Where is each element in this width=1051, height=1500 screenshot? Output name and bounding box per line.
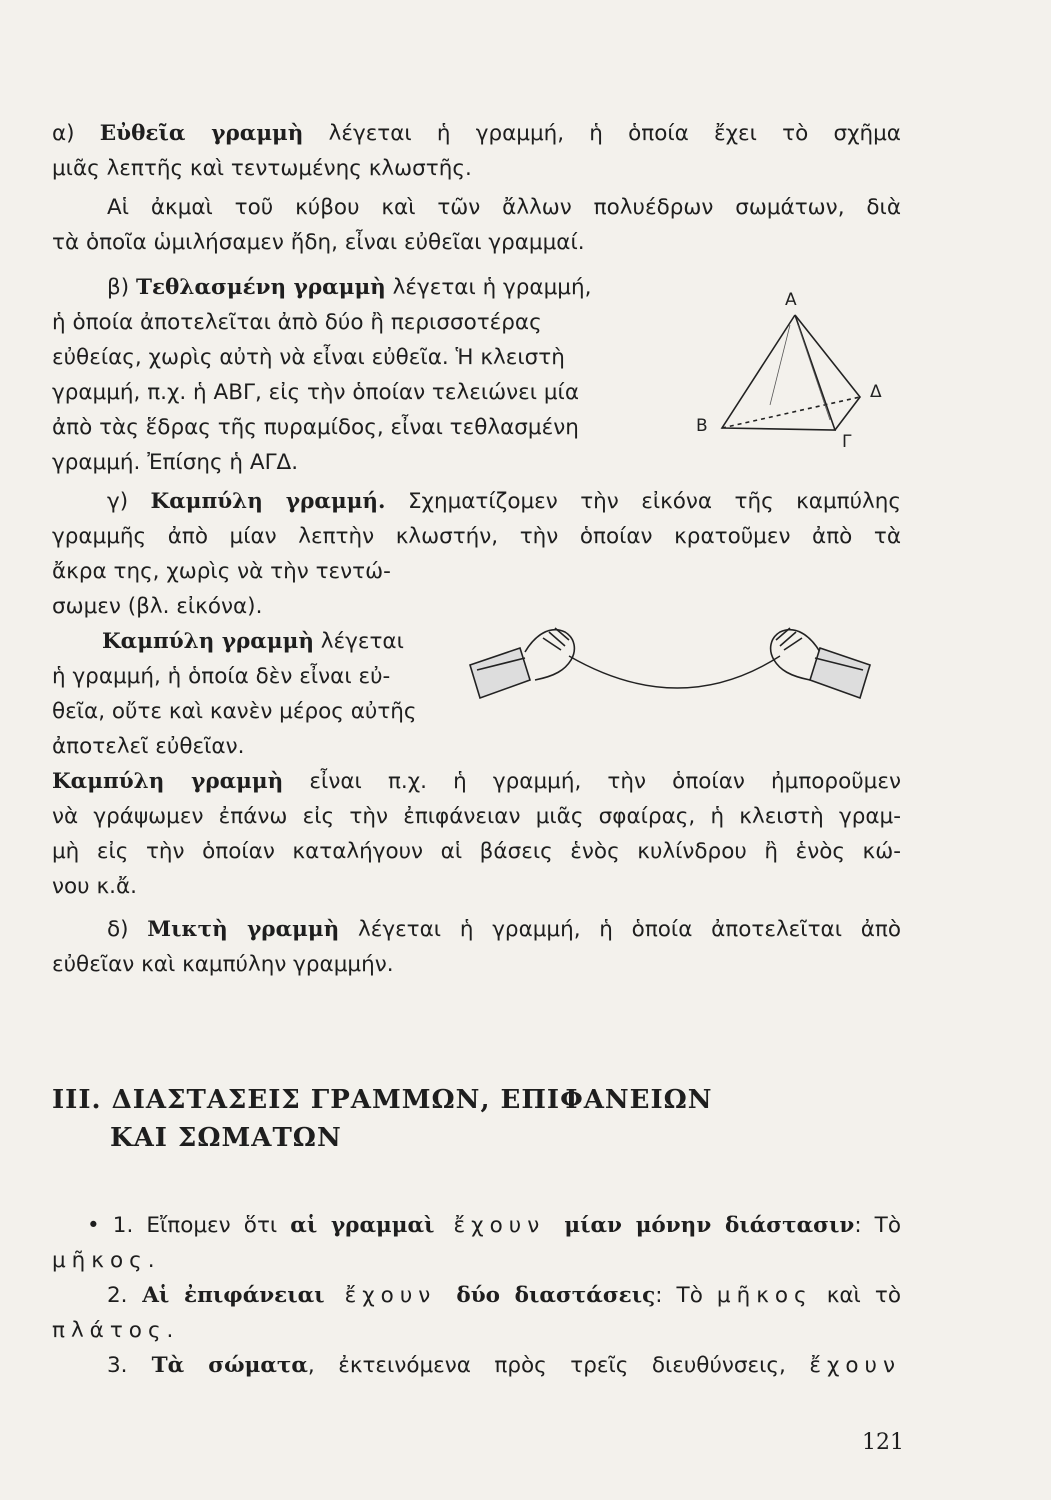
- item-2-post: : Τὸ: [655, 1283, 717, 1308]
- gamma-line-1: [52, 484, 901, 519]
- item-3-bold-1: Τὰ σώματα: [127, 1353, 308, 1378]
- alpha-line-2: μιᾶς λεπτῆς καὶ τεντωμένης κλωστῆς.: [52, 156, 472, 181]
- list-item-1-cont: μῆκος.: [52, 1248, 161, 1273]
- section-beta: [52, 270, 646, 480]
- item-3-post: , ἐκτεινόμενα πρὸς τρεῖς διευθύνσεις,: [307, 1353, 810, 1378]
- section-delta: [52, 912, 901, 982]
- gamma-line-4: σωμεν (βλ. εἰκόνα).: [52, 594, 263, 619]
- beta-line-5: ἀπὸ τὰς ἕδρας τῆς πυραμίδος, εἶναι τεθλασμένη: [52, 415, 579, 440]
- example-line-3: μὴ εἰς τὴν ὁποίαν καταλήγουν αἱ βάσεις ἑνὸς κυλίνδρου ἢ ἑνὸς κώ-: [52, 839, 901, 864]
- pyramid-label-b: Β: [696, 416, 708, 436]
- alpha-line-1: [52, 116, 901, 151]
- gamma-rest: Σχηματίζομεν τὴν εἰκόνα τῆς καμπύλης: [385, 489, 901, 514]
- section-heading-line-2: ΚΑΙ ΣΩΜΑΤΩΝ: [110, 1123, 342, 1153]
- dimensions-list: [52, 1208, 901, 1383]
- gamma-def-line-4: ἀποτελεῖ εὐθεῖαν.: [52, 734, 245, 759]
- beta-line-6: γραμμή. Ἐπίσης ἡ ΑΓΔ.: [52, 450, 299, 475]
- list-item-3: [52, 1348, 901, 1383]
- gamma-term: Καμπύλη γραμμή.: [150, 489, 386, 514]
- pyramid-label-a: Α: [785, 290, 797, 310]
- alpha-extra-line-1: Αἱ ἀκμαὶ τοῦ κύβου καὶ τῶν ἄλλων πολυέδρων σωμάτων, διὰ: [107, 195, 901, 220]
- delta-prefix: δ): [107, 917, 148, 942]
- item-2-bold-2: δύο διαστάσεις: [456, 1283, 656, 1308]
- right-cuff: [810, 648, 870, 698]
- gamma-prefix: γ): [107, 489, 151, 514]
- example-line-1: [52, 764, 901, 799]
- section-alpha: [52, 116, 901, 186]
- section-heading-line-1: ΙΙΙ. ΔΙΑΣΤΑΣΕΙΣ ΓΡΑΜΜΩΝ, ΕΠΙΦΑΝΕΙΩΝ: [52, 1085, 713, 1115]
- gamma-line-2: γραμμῆς ἀπὸ μίαν λεπτὴν κλωστήν, τὴν ὁποίαν κρατοῦμεν ἀπὸ τὰ: [52, 524, 901, 549]
- item-2-spaced: ἔχουν: [324, 1283, 457, 1308]
- gamma-line-3: ἄκρα της, χωρὶς νὰ τὴν τεντώ-: [52, 559, 391, 584]
- delta-term: Μικτὴ γραμμὴ: [147, 917, 340, 942]
- item-2-post-2: καὶ τὸ: [812, 1283, 901, 1308]
- hands-string-illustration: [465, 610, 885, 720]
- page-number: 121: [862, 1430, 904, 1455]
- bullet-icon: •: [87, 1213, 100, 1238]
- beta-line-3: εὐθείας, χωρὶς αὐτὴ νὰ εἶναι εὐθεῖα. Ἡ κλειστὴ: [52, 345, 565, 370]
- pyramid-label-g: Γ: [842, 432, 852, 452]
- example-term: Καμπύλη γραμμὴ: [52, 769, 284, 794]
- alpha-extra-line-2: τὰ ὁποῖα ὡμιλήσαμεν ἤδη, εἶναι εὐθεῖαι γραμμαί.: [52, 230, 585, 255]
- delta-rest: λέγεται ἡ γραμμή, ἡ ὁποία ἀποτελεῖται ἀπὸ: [339, 917, 901, 942]
- gamma-def-line-3: θεῖα, οὔτε καὶ κανὲν μέρος αὐτῆς: [52, 699, 417, 724]
- section-gamma: [52, 484, 901, 554]
- beta-prefix: β): [107, 275, 136, 300]
- list-item-2-cont: πλάτος.: [52, 1318, 180, 1343]
- list-item-1: [52, 1208, 901, 1243]
- item-1-spaced: ἔχουν: [434, 1213, 565, 1238]
- item-1-bold-2: μίαν μόνην διάστασιν: [564, 1213, 855, 1238]
- item-3-spaced: ἔχουν: [809, 1353, 902, 1378]
- curved-string: [569, 656, 780, 688]
- beta-term: Τεθλασμένη γραμμὴ: [135, 275, 386, 300]
- item-2-number: 2.: [107, 1283, 128, 1308]
- beta-rest: λέγεται ἡ γραμμή,: [385, 275, 592, 300]
- alpha-extra: [52, 190, 901, 260]
- gamma-def-line-2: ἡ γραμμή, ἡ ὁποία δὲν εἶναι εὐ-: [52, 664, 391, 689]
- alpha-rest: λέγεται ἡ γραμμή, ἡ ὁποία ἔχει τὸ σχῆμα: [303, 121, 901, 146]
- item-1-number: 1.: [112, 1213, 134, 1238]
- pyramid-label-d: Δ: [870, 382, 882, 402]
- gamma-def-term: Καμπύλη γραμμὴ: [102, 629, 314, 654]
- left-cuff: [470, 648, 530, 698]
- gamma-def-rest: λέγεται: [313, 629, 404, 654]
- beta-line-1: [52, 270, 646, 305]
- gamma-def-line-1: [52, 624, 451, 659]
- alpha-term: Εὐθεῖα γραμμὴ: [99, 121, 304, 146]
- item-2-bold-1: Αἱ ἐπιφάνειαι: [127, 1283, 325, 1308]
- delta-line-2: εὐθεῖαν καὶ καμπύλην γραμμήν.: [52, 952, 394, 977]
- item-2-spaced-2: μῆκος: [716, 1283, 813, 1308]
- list-item-2: [52, 1278, 901, 1313]
- gamma-continued: [52, 554, 451, 764]
- gamma-example: [52, 764, 901, 904]
- example-line-2: νὰ γράψωμεν ἐπάνω εἰς τὴν ἐπιφάνειαν μιᾶς σφαίρας, ἡ κλειστὴ γραμ-: [52, 804, 901, 829]
- item-1-bold-1: αἱ γραμμαὶ: [290, 1213, 435, 1238]
- item-3-number: 3.: [107, 1353, 128, 1378]
- pyramid-figure: [690, 285, 882, 452]
- alpha-prefix: α): [52, 121, 100, 146]
- item-1-post: : Τὸ: [854, 1213, 901, 1238]
- beta-line-4: γραμμή, π.χ. ἡ ΑΒΓ, εἰς τὴν ὁποίαν τελειώνει μία: [52, 380, 579, 405]
- beta-line-2: ἡ ὁποία ἀποτελεῖται ἀπὸ δύο ἢ περισσοτέρας: [52, 310, 542, 335]
- item-1-pre: Εἴπομεν ὅτι: [133, 1213, 291, 1238]
- example-line-4: νου κ.ἄ.: [52, 874, 137, 899]
- delta-line-1: [52, 912, 901, 947]
- example-rest: εἶναι π.χ. ἡ γραμμή, τὴν ὁποίαν ἠμποροῦμεν: [283, 769, 901, 794]
